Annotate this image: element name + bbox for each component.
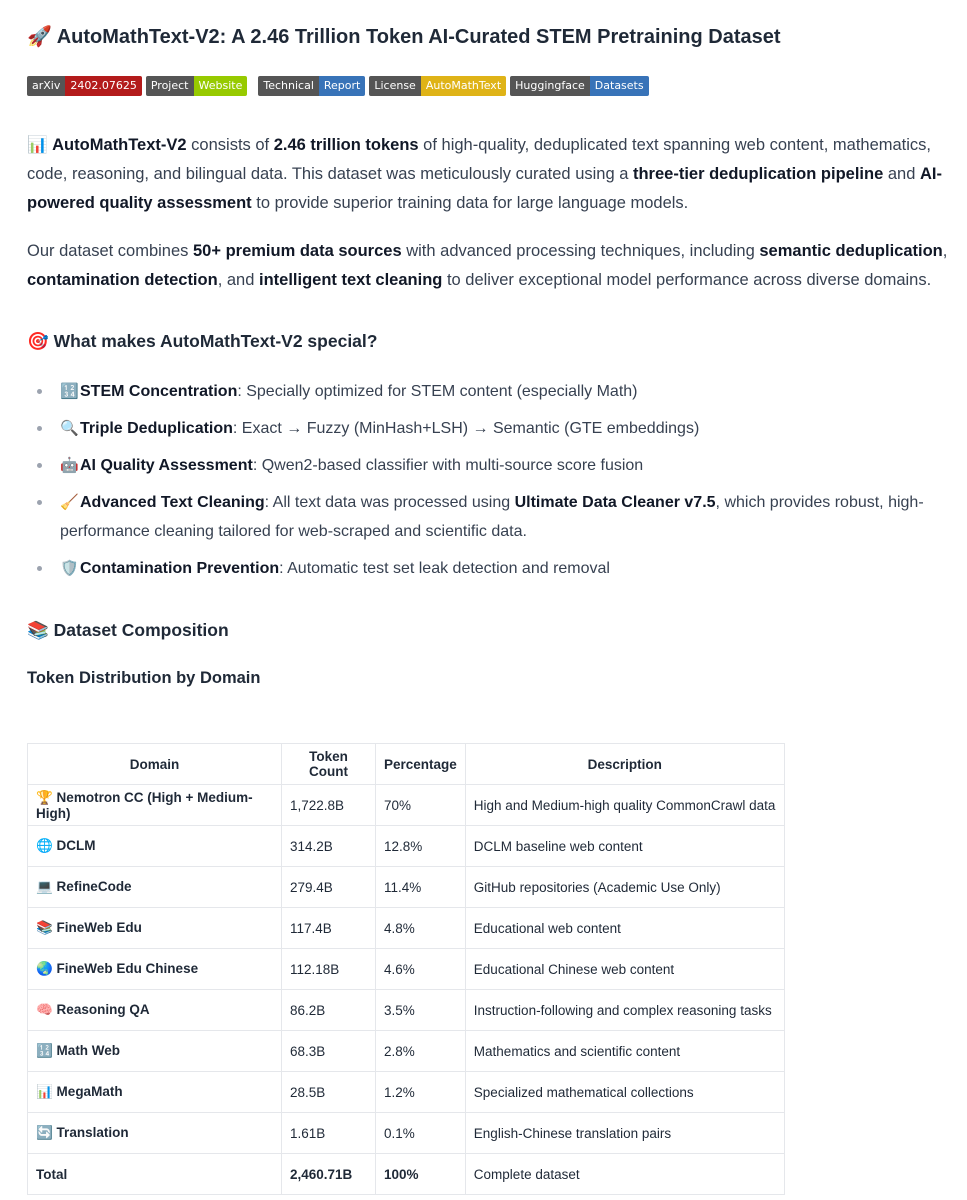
- cell-domain: 🔄 Translation: [28, 1113, 282, 1154]
- feature-text: : Exact → Fuzzy (MinHash+LSH) → Semantic (GTE embeddings): [232, 420, 700, 437]
- feature-label: AI Quality Assessment: [80, 457, 253, 474]
- cell-domain: Total: [28, 1154, 282, 1195]
- cell-token-count: 28.5B: [282, 1072, 376, 1113]
- cell-token-count: 2,460.71B: [282, 1154, 376, 1195]
- special-heading: 🎯 What makes AutoMathText-V2 special?: [27, 331, 378, 351]
- cell-percentage: 2.8%: [376, 1031, 466, 1072]
- badge-license-value: AutoMathText: [421, 76, 506, 96]
- emphasis-text: AutoMathText-V2: [52, 136, 187, 154]
- body-text: to provide superior training data for large language models.: [251, 194, 689, 212]
- column-header-token-count: Token Count: [282, 744, 376, 785]
- cell-percentage: 1.2%: [376, 1072, 466, 1113]
- table-row: [28, 867, 785, 908]
- cell-domain: 🏆 Nemotron CC (High + Medium-High): [28, 785, 282, 826]
- emphasis-text: semantic deduplication: [759, 242, 943, 260]
- cell-token-count: 314.2B: [282, 826, 376, 867]
- feature-text: : Specially optimized for STEM content (especially Math): [237, 383, 638, 400]
- broom-icon: 🧹: [60, 494, 79, 511]
- cell-domain: 📊 MegaMath: [28, 1072, 282, 1113]
- numbers-icon: 🔢: [60, 383, 79, 400]
- feature-text: : All text data was processed using: [264, 494, 515, 511]
- cell-percentage: 12.8%: [376, 826, 466, 867]
- feature-label: Contamination Prevention: [80, 560, 280, 577]
- body-text: and: [883, 165, 920, 183]
- cell-percentage: 4.8%: [376, 908, 466, 949]
- badge-huggingface-label: Huggingface: [510, 76, 590, 96]
- cell-domain: 🧠 Reasoning QA: [28, 990, 282, 1031]
- table-total-row: [28, 1154, 785, 1195]
- body-text: Our dataset combines: [27, 242, 193, 260]
- intro-paragraph: [27, 131, 949, 218]
- cell-description: Educational web content: [465, 908, 784, 949]
- badge-license[interactable]: [369, 76, 506, 96]
- body-text: consists of: [186, 136, 274, 154]
- body-text: of high-quality, deduplicated text spanning web content, mathematics, code, reasoning, and bilingual data. This dataset was meticulously curated using a: [27, 136, 932, 183]
- table-row: [28, 1031, 785, 1072]
- feature-label: STEM Concentration: [80, 383, 238, 400]
- badge-arxiv-value: 2402.07625: [65, 76, 141, 96]
- list-item: [27, 414, 927, 443]
- feature-label: Advanced Text Cleaning: [80, 494, 265, 511]
- page-title: 🚀 AutoMathText-V2: A 2.46 Trillion Token AI-Curated STEM Pretraining Dataset: [27, 26, 781, 48]
- cell-domain: 💻 RefineCode: [28, 867, 282, 908]
- token-distribution-table: [27, 743, 785, 1195]
- emphasis-text: contamination detection: [27, 271, 218, 289]
- cell-percentage: 70%: [376, 785, 466, 826]
- badge-license-label: License: [369, 76, 420, 96]
- emphasis-text: AI-powered quality assessment: [27, 165, 942, 212]
- list-item: [27, 554, 927, 583]
- badge-huggingface-value: Datasets: [590, 76, 649, 96]
- emphasis-text: 2.46 trillion tokens: [273, 136, 419, 154]
- distribution-subheading: Token Distribution by Domain: [27, 669, 261, 687]
- badge-huggingface[interactable]: [510, 76, 648, 96]
- badge-project-website[interactable]: [146, 76, 248, 96]
- sources-paragraph: [27, 237, 949, 295]
- table-row: [28, 826, 785, 867]
- composition-heading: 📚 Dataset Composition: [27, 620, 229, 640]
- cell-description: Complete dataset: [465, 1154, 784, 1195]
- cell-description: Mathematics and scientific content: [465, 1031, 784, 1072]
- cell-description: DCLM baseline web content: [465, 826, 784, 867]
- cell-percentage: 3.5%: [376, 990, 466, 1031]
- badge-technical-label: Technical: [258, 76, 319, 96]
- body-text: ,: [942, 242, 948, 260]
- cell-domain: 🔢 Math Web: [28, 1031, 282, 1072]
- cell-token-count: 279.4B: [282, 867, 376, 908]
- cell-domain: 📚 FineWeb Edu: [28, 908, 282, 949]
- cell-description: High and Medium-high quality CommonCrawl data: [465, 785, 784, 826]
- cell-domain: 🌏 FineWeb Edu Chinese: [28, 949, 282, 990]
- emphasis-text: 50+ premium data sources: [193, 242, 402, 260]
- cell-percentage: 11.4%: [376, 867, 466, 908]
- badge-technical-value: Report: [319, 76, 365, 96]
- badge-row: [27, 76, 649, 96]
- cell-token-count: 117.4B: [282, 908, 376, 949]
- body-text: to deliver exceptional model performance across diverse domains.: [442, 271, 932, 289]
- badge-project-label: Project: [146, 76, 194, 96]
- cell-description: Educational Chinese web content: [465, 949, 784, 990]
- shield-icon: 🛡️: [60, 560, 79, 577]
- cell-percentage: 0.1%: [376, 1113, 466, 1154]
- cell-percentage: 4.6%: [376, 949, 466, 990]
- cell-token-count: 1.61B: [282, 1113, 376, 1154]
- feature-list: [27, 377, 927, 591]
- body-text: 📊: [27, 136, 53, 154]
- cell-domain: 🌐 DCLM: [28, 826, 282, 867]
- table-row: [28, 1072, 785, 1113]
- column-header-description: Description: [465, 744, 784, 785]
- badge-arxiv[interactable]: [27, 76, 142, 96]
- cell-token-count: 112.18B: [282, 949, 376, 990]
- list-item: [27, 488, 927, 546]
- robot-icon: 🤖: [60, 457, 79, 474]
- feature-label: Triple Deduplication: [80, 420, 233, 437]
- cell-token-count: 86.2B: [282, 990, 376, 1031]
- badge-arxiv-label: arXiv: [27, 76, 65, 96]
- cell-token-count: 1,722.8B: [282, 785, 376, 826]
- column-header-percentage: Percentage: [376, 744, 466, 785]
- body-text: with advanced processing techniques, including: [401, 242, 760, 260]
- column-header-domain: Domain: [28, 744, 282, 785]
- cell-description: GitHub repositories (Academic Use Only): [465, 867, 784, 908]
- cell-description: Specialized mathematical collections: [465, 1072, 784, 1113]
- badge-project-value: Website: [194, 76, 248, 96]
- cell-percentage: 100%: [376, 1154, 466, 1195]
- magnifier-icon: 🔍: [60, 420, 79, 437]
- table-row: [28, 949, 785, 990]
- cell-description: English-Chinese translation pairs: [465, 1113, 784, 1154]
- feature-text-secondary: , which provides robust, high-performance cleaning tailored for web-scraped and scientific data.: [60, 494, 924, 540]
- table-header-row: [28, 744, 785, 785]
- list-item: [27, 451, 927, 480]
- feature-text: : Qwen2-based classifier with multi-source score fusion: [252, 457, 644, 474]
- table-row: [28, 785, 785, 826]
- cell-token-count: 68.3B: [282, 1031, 376, 1072]
- body-text: , and: [217, 271, 259, 289]
- emphasis-text: three-tier deduplication pipeline: [632, 165, 884, 183]
- emphasis-text: intelligent text cleaning: [258, 271, 443, 289]
- table-row: [28, 1113, 785, 1154]
- list-item: [27, 377, 927, 406]
- table-row: [28, 990, 785, 1031]
- cell-description: Instruction-following and complex reasoning tasks: [465, 990, 784, 1031]
- table-row: [28, 908, 785, 949]
- badge-technical-report[interactable]: [258, 76, 365, 96]
- feature-text: : Automatic test set leak detection and removal: [279, 560, 610, 577]
- feature-label-secondary: Ultimate Data Cleaner v7.5: [514, 494, 716, 511]
